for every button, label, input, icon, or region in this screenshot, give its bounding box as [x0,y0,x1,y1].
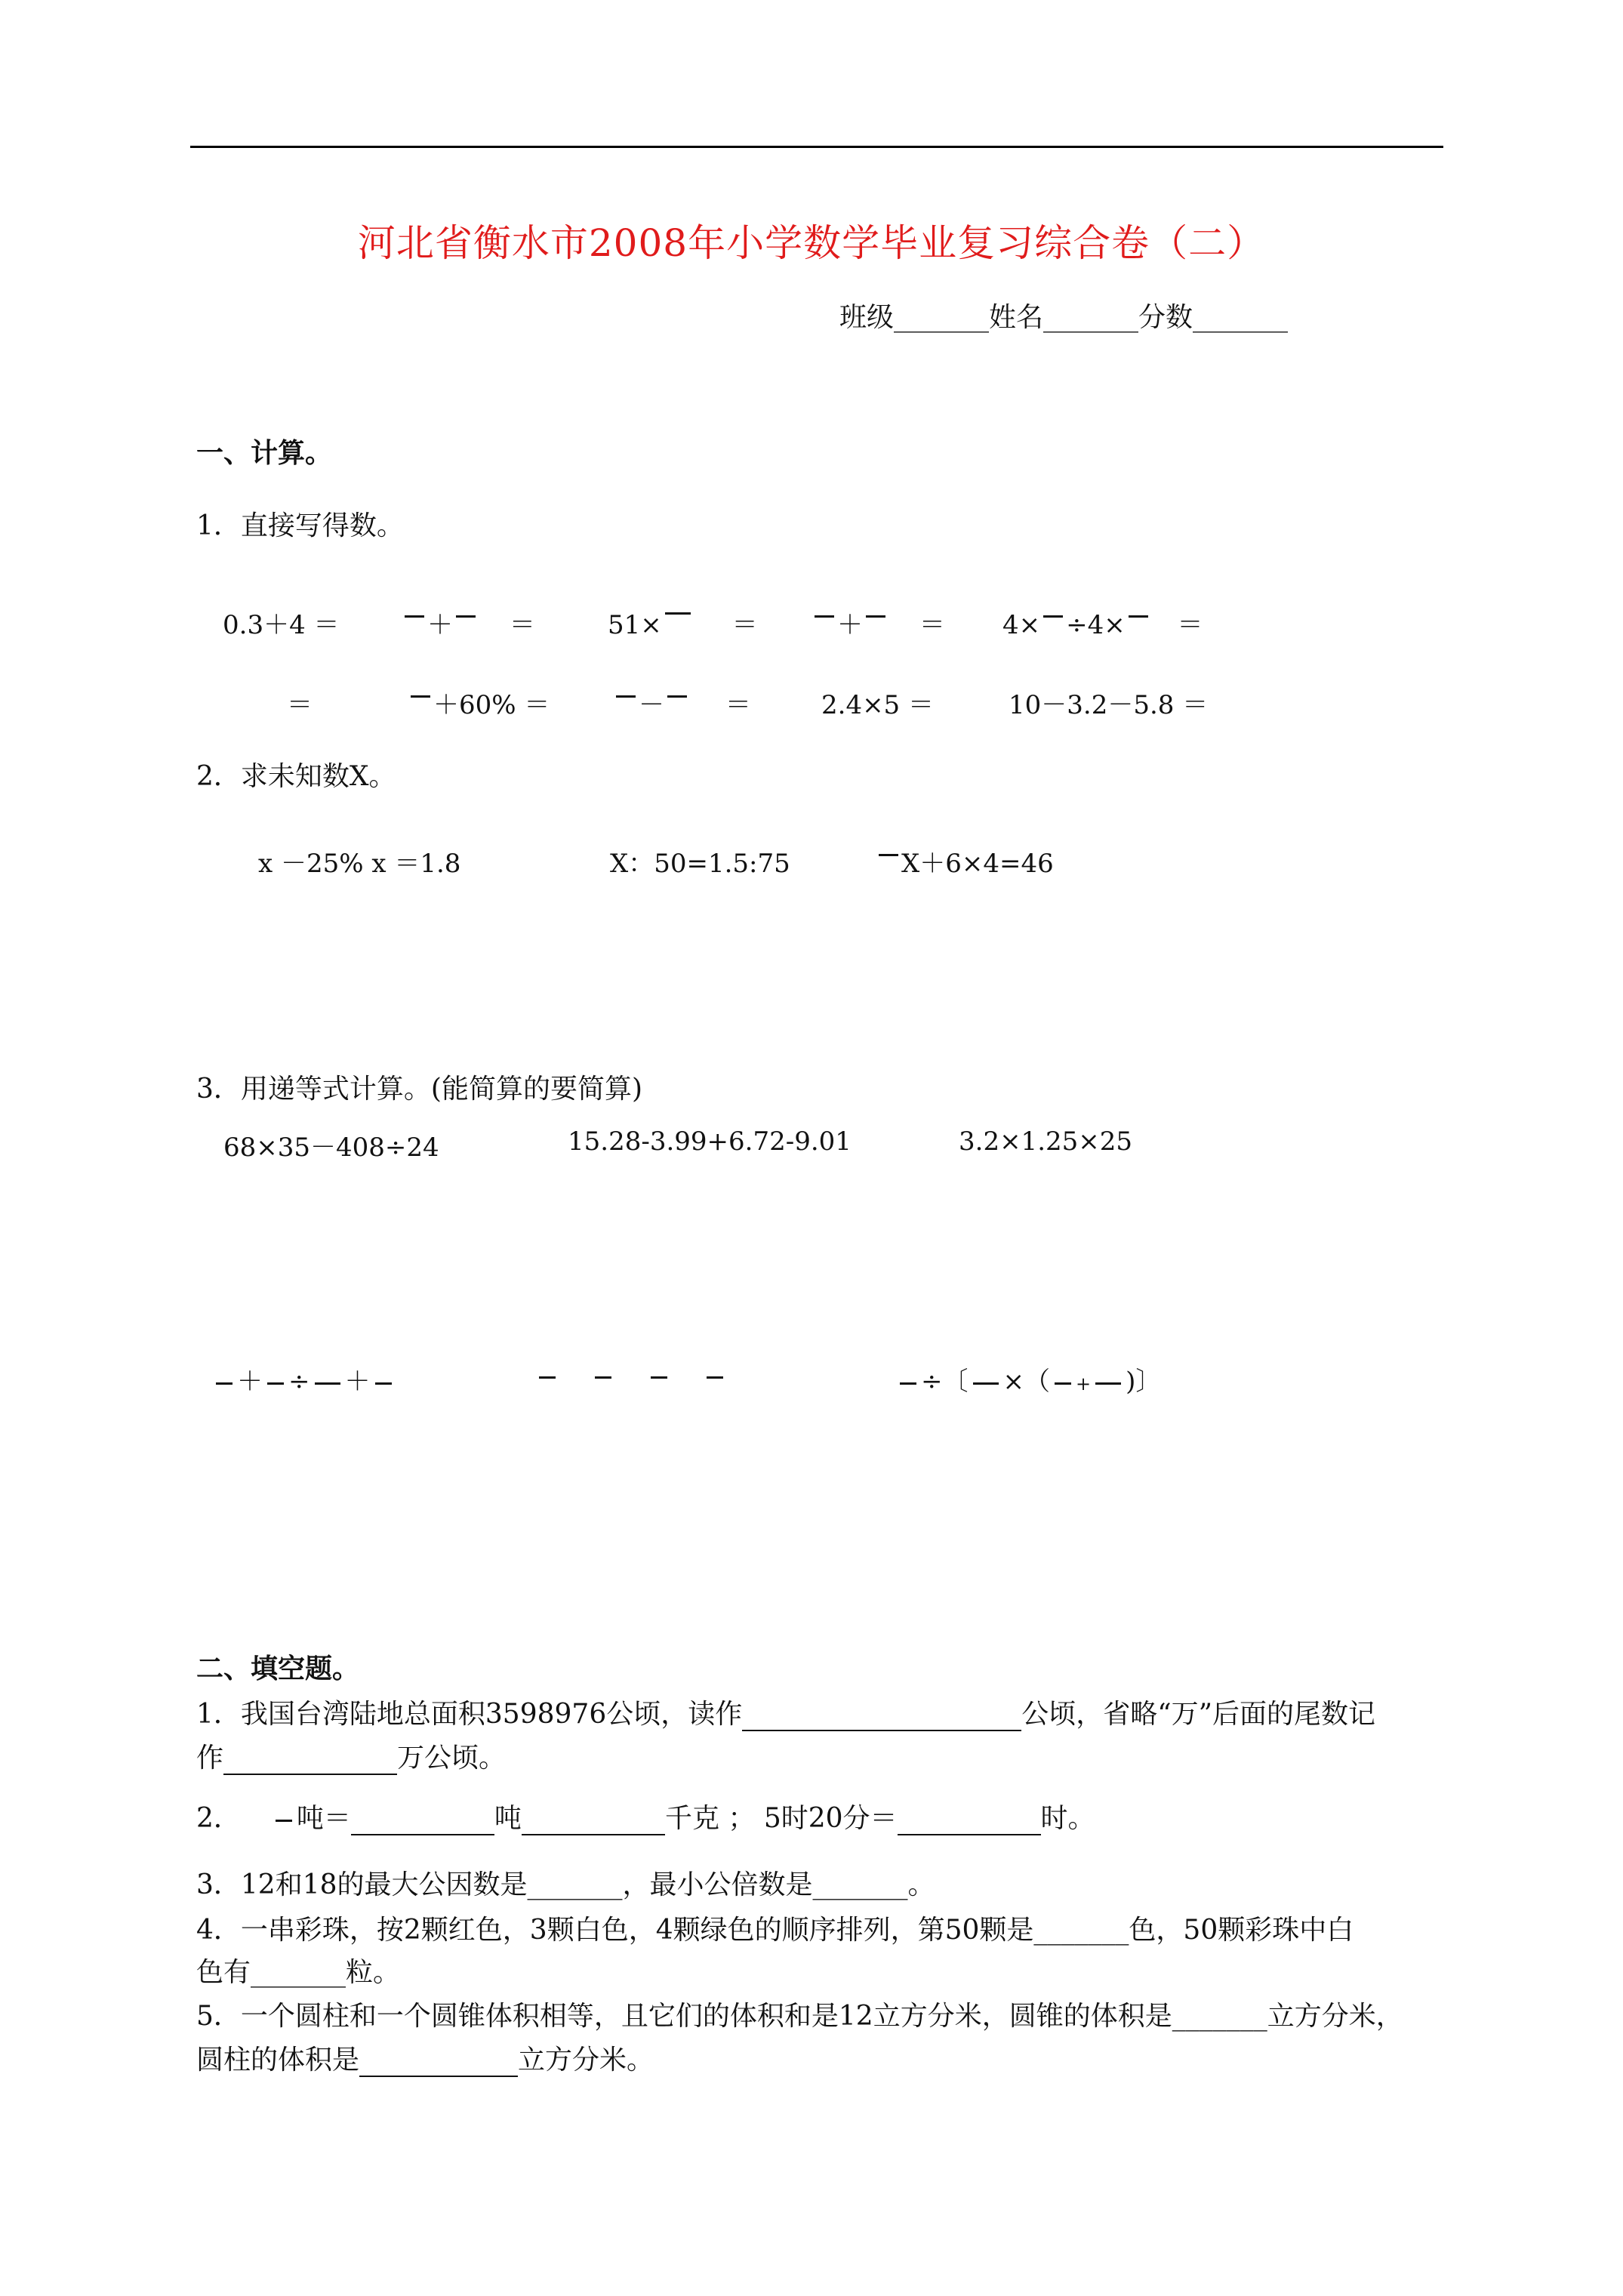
calc-item: － ＝ [613,684,751,721]
fill-question-3: 3．12和18的最大公因数是_______，最小公倍数是_______。 [196,1869,935,1900]
calc-item: ＋ ＝ [812,604,945,641]
fill-question-1-cont: 作 万公顷。 [196,1743,507,1774]
fill-question-2: 2． 吨＝ 吨 千克 ； 5时20分＝ 时。 [196,1803,1095,1834]
q1-label: 1．直接写得数。 [196,510,404,541]
expression: 15.28-3.99+6.72-9.01 [568,1126,852,1157]
student-info-line: 班级_______姓名_______分数_______ [839,302,1289,333]
calc-item: 2.4×5 ＝ [821,690,934,720]
section-1-heading: 一、计算。 [196,437,333,469]
calc-item: 4× ÷4× ＝ [1002,610,1203,640]
expression: 68×35－408÷24 [223,1133,439,1163]
q2-label: 2．求未知数X。 [196,761,396,792]
expression: ÷〔 ×（ + )〕 [895,1361,1161,1398]
calc-item: ＋ ＝ [402,604,535,641]
page-title: 河北省衡水市2008年小学数学毕业复习综合卷（二） [357,221,1266,265]
equation: X：50=1.5:75 [610,849,790,879]
expression: 3.2×1.25×25 [959,1126,1133,1157]
calc-item: 0.3＋4 ＝ [223,610,340,640]
calc-item: ＝ [287,690,313,720]
calc-item: ＋60% ＝ [408,684,550,721]
equation: X＋6×4=46 [876,843,1054,880]
fill-question-4-cont: 色有_______粒。 [196,1957,401,1988]
header-rule [190,146,1443,148]
expression [534,1361,728,1391]
expression: ＋ ÷ ＋ [211,1361,396,1398]
calc-item: 10－3.2－5.8 ＝ [1009,690,1209,720]
fill-question-5-cont: 圆柱的体积是 立方分米。 [196,2045,654,2076]
equation: x －25% x ＝1.8 [258,849,461,879]
fill-question-4: 4．一串彩珠，按2颗红色，3颗白色，4颗绿色的顺序排列，第50颗是_______色，50颗彩珠中白 [196,1915,1354,1946]
fill-question-5: 5．一个圆柱和一个圆锥体积相等，且它们的体积和是12立方分米，圆锥的体积是_______立方分米， [196,2001,1403,2032]
section-2-heading: 二、填空题。 [196,1653,360,1684]
calc-item: 51× ＝ [608,610,758,640]
fill-question-1: 1．我国台湾陆地总面积3598976公顷，读作 公顷，省略“万”后面的尾数记 [196,1699,1376,1730]
q3-label: 3．用递等式计算。(能简算的要简算) [196,1074,642,1105]
